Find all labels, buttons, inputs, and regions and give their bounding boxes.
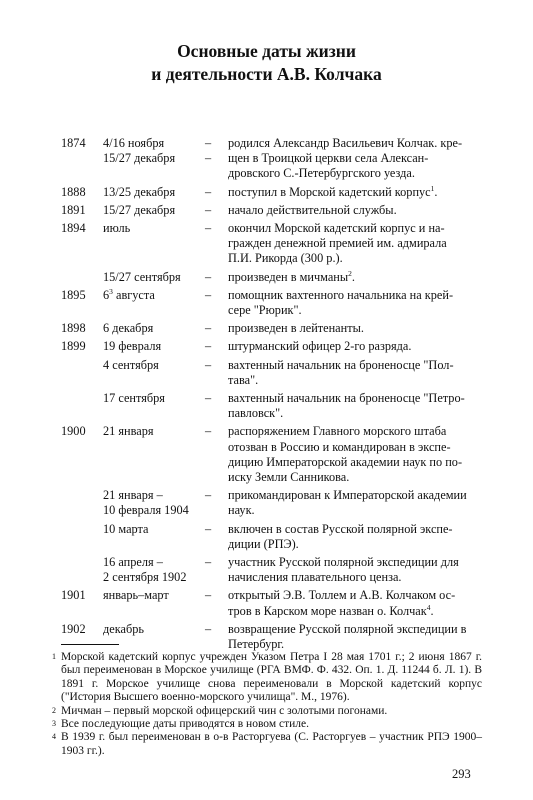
entry-description-text: дицию Императорской академии наук по по- xyxy=(228,454,463,469)
entry-date-text: 6 xyxy=(103,287,110,302)
entry-year xyxy=(61,455,103,470)
entry-description xyxy=(228,522,481,537)
footnote-text: Морской кадетский корпус учрежден Указом Петра I 28 мая 1701 г.; 2 июня 1867 г. был переименован в Морское училище (РГА ВМФ. Ф. 432. Оп. 1. Д. 11244 б. Л. 1). В 1891 г. Морское училище снова переименовали в Морской кадетский корпус ("История Высшего военно-морского училища". М., 1976). xyxy=(61,651,482,704)
entry-description-tail: . xyxy=(434,184,438,199)
entry-description-text: начало действительной службы. xyxy=(228,202,397,217)
page-title xyxy=(0,40,533,86)
entry-date-text: 4 сентября xyxy=(103,357,159,372)
entry-description-text: гражден денежной премией им. адмирала xyxy=(228,236,447,251)
entry-description-text: открытый Э.В. Толлем и А.В. Колчаком ос- xyxy=(228,588,456,603)
entry-date xyxy=(103,236,205,251)
entry-dash xyxy=(205,236,228,251)
entry-year: 1901 xyxy=(61,588,86,603)
entry-year xyxy=(61,270,103,285)
entry-date xyxy=(103,136,205,151)
entry-year xyxy=(61,555,103,570)
timeline-entry xyxy=(61,339,481,354)
entry-description-text: произведен в мичманы xyxy=(228,269,349,284)
entry-description-text: возвращение Русской полярной экспедиции в xyxy=(228,621,467,636)
entry-date-text: 15/27 декабря xyxy=(103,202,176,217)
entry-description-text: родился Александр Васильевич Колчак. кре- xyxy=(228,136,463,150)
timeline-entry xyxy=(61,373,481,388)
entry-date xyxy=(103,470,205,485)
entry-description xyxy=(228,440,481,455)
entry-date xyxy=(103,604,205,619)
entry-description xyxy=(228,236,481,251)
entry-description-text: П.И. Рикорда (300 р.). xyxy=(228,251,343,266)
entry-date xyxy=(103,391,205,406)
date-superscript: 3 xyxy=(109,286,113,296)
entry-date xyxy=(103,570,205,585)
entry-date xyxy=(103,424,205,439)
entry-dash: – xyxy=(205,424,212,439)
timeline-entry xyxy=(61,203,481,218)
entry-date xyxy=(103,440,205,455)
timeline-entry xyxy=(61,588,481,603)
footnote-number: 1 xyxy=(52,652,56,661)
entry-description-text: поступил в Морской кадетский корпус xyxy=(228,184,431,199)
timeline-entry xyxy=(61,236,481,251)
footnote xyxy=(52,705,482,718)
entry-year: 1895 xyxy=(61,287,86,302)
entry-year xyxy=(61,251,103,266)
timeline-entry xyxy=(61,321,481,336)
entry-description xyxy=(228,406,481,421)
timeline-entry xyxy=(61,166,481,181)
entry-description-text: распоряжением Главного морского штаба xyxy=(228,424,447,439)
timeline-entry xyxy=(61,406,481,421)
entry-dash xyxy=(205,503,228,518)
entry-dash xyxy=(205,470,228,485)
entry-date xyxy=(103,537,205,552)
entry-dash xyxy=(205,166,228,181)
entry-year: 1888 xyxy=(61,184,86,199)
timeline-entry xyxy=(61,136,481,151)
entry-date xyxy=(103,503,205,518)
timeline-entry xyxy=(61,604,481,619)
timeline-entry xyxy=(61,358,481,373)
entry-description xyxy=(228,221,481,236)
entry-description xyxy=(228,391,481,406)
footnote xyxy=(52,718,482,731)
entry-date-text: 6 декабря xyxy=(103,321,154,336)
entry-description xyxy=(228,622,481,637)
timeline-entry xyxy=(61,288,481,303)
entry-description xyxy=(228,288,481,303)
entry-description-text: Петербург. xyxy=(228,637,285,652)
entry-description xyxy=(228,424,481,439)
footnote-reference: 2 xyxy=(348,268,352,278)
entry-dash: – xyxy=(205,269,212,284)
entry-description xyxy=(228,604,481,619)
entry-year: 1894 xyxy=(61,221,86,236)
footnote-number: 3 xyxy=(52,719,56,729)
title-line-2: и деятельности А.В. Колчака xyxy=(151,64,382,84)
entry-date xyxy=(103,166,205,181)
entry-date-tail: августа xyxy=(112,287,155,302)
footnotes xyxy=(52,651,482,758)
timeline-entry xyxy=(61,555,481,570)
footnote xyxy=(52,651,482,705)
entry-description xyxy=(228,373,481,388)
entry-dash xyxy=(205,604,228,619)
entry-date xyxy=(103,488,205,503)
entry-date xyxy=(103,321,205,336)
timeline-entry xyxy=(61,503,481,518)
entry-date-text: 21 января – xyxy=(103,488,163,503)
timeline-entry xyxy=(61,537,481,552)
timeline-entry xyxy=(61,440,481,455)
entry-description xyxy=(228,588,481,603)
entry-year: 1891 xyxy=(61,202,86,217)
entry-description xyxy=(228,251,481,266)
entry-description xyxy=(228,339,481,354)
entry-date xyxy=(103,358,205,373)
entry-date xyxy=(103,288,205,303)
entry-date-text: 15/27 декабря xyxy=(103,151,176,166)
entry-description-text: прикомандирован к Императорской академии xyxy=(228,488,467,503)
entry-year xyxy=(61,166,103,181)
entry-description-text: павловск". xyxy=(228,406,284,421)
entry-year xyxy=(61,151,103,166)
entry-description-text: участник Русской полярной экспедиции для xyxy=(228,555,459,570)
footnote-reference: 1 xyxy=(430,183,435,193)
entry-date xyxy=(103,185,205,200)
entry-description-tail: . xyxy=(430,603,434,618)
entry-description-text: штурманский офицер 2-го разряда. xyxy=(228,339,412,354)
entry-date xyxy=(103,622,205,637)
entry-dash xyxy=(205,406,228,421)
entry-description-text: дровского С.-Петербургского уезда. xyxy=(228,166,415,181)
entry-description-text: тава". xyxy=(228,372,259,387)
footnote-separator xyxy=(61,644,119,645)
entry-year xyxy=(61,358,103,373)
entry-date xyxy=(103,339,205,354)
footnote-text: Все последующие даты приводятся в новом стиле. xyxy=(61,718,309,731)
entry-dash xyxy=(205,570,228,585)
entry-description xyxy=(228,185,481,200)
entry-date xyxy=(103,406,205,421)
entry-dash: – xyxy=(205,184,212,199)
entry-description-text: отозван в Россию и командирован в экспе- xyxy=(228,439,451,454)
timeline-entry xyxy=(61,470,481,485)
entry-description-text: помощник вахтенного начальника на крей- xyxy=(228,287,454,302)
entry-date-text: январь–март xyxy=(103,588,169,603)
entry-year: 1899 xyxy=(61,339,86,354)
entry-dash: – xyxy=(205,287,212,302)
timeline-entry xyxy=(61,424,481,439)
entry-date-text: 13/25 декабря xyxy=(103,184,176,199)
entry-description xyxy=(228,555,481,570)
entry-description xyxy=(228,537,481,552)
entry-description-text: сере "Рюрик". xyxy=(228,303,302,318)
entry-date-text: 10 марта xyxy=(103,521,149,536)
footnote-number: 4 xyxy=(52,732,56,742)
entry-dash: – xyxy=(205,555,212,570)
entry-year xyxy=(61,488,103,503)
entry-description xyxy=(228,488,481,503)
entry-year xyxy=(61,470,103,485)
entry-date-text: 2 сентября 1902 xyxy=(103,570,187,585)
entry-year xyxy=(61,522,103,537)
entry-description-text: щен в Троицкой церкви села Алексан- xyxy=(228,151,429,166)
entry-year xyxy=(61,373,103,388)
entry-description xyxy=(228,570,481,585)
footnote-text: Мичман – первый морской офицерский чин с золотыми погонами. xyxy=(61,704,388,717)
page-number: 293 xyxy=(452,767,471,781)
entry-year: 1900 xyxy=(61,424,86,439)
entry-date xyxy=(103,555,205,570)
entry-description xyxy=(228,470,481,485)
entry-description-text: вахтенный начальник на броненосце "Пол- xyxy=(228,357,454,372)
entry-date-text: 16 апреля – xyxy=(103,555,163,570)
entry-date xyxy=(103,455,205,470)
entry-year xyxy=(61,391,103,406)
entry-dash: – xyxy=(205,136,212,150)
footnote-number: 2 xyxy=(52,705,56,715)
title-line-1: Основные даты жизни xyxy=(177,41,356,61)
entry-date xyxy=(103,303,205,318)
entry-description-text: тров в Карском море назван о. Колчак xyxy=(228,603,427,618)
entry-description xyxy=(228,136,481,151)
entry-description xyxy=(228,203,481,218)
entry-description xyxy=(228,455,481,470)
entry-description-text: начисления плавательного ценза. xyxy=(228,570,402,585)
entry-date-text: июль xyxy=(103,221,131,236)
timeline-entry xyxy=(61,221,481,236)
entry-description xyxy=(228,358,481,373)
entry-description xyxy=(228,166,481,181)
entry-description-text: произведен в лейтенанты. xyxy=(228,321,364,336)
timeline-entry xyxy=(61,488,481,503)
entry-dash: – xyxy=(205,321,212,336)
entry-dash xyxy=(205,303,228,318)
entry-year xyxy=(61,303,103,318)
timeline-entry xyxy=(61,522,481,537)
entry-dash xyxy=(205,455,228,470)
entry-description xyxy=(228,270,481,285)
entry-description xyxy=(228,503,481,518)
chronology-table xyxy=(61,136,481,652)
entry-description-text: включен в состав Русской полярной экспе- xyxy=(228,521,453,536)
entry-date xyxy=(103,151,205,166)
entry-dash: – xyxy=(205,391,212,406)
entry-date xyxy=(103,203,205,218)
entry-description xyxy=(228,321,481,336)
timeline-entry xyxy=(61,391,481,406)
entry-date-text: 10 февраля 1904 xyxy=(103,503,189,518)
entry-dash: – xyxy=(205,357,212,372)
entry-dash: – xyxy=(205,221,212,236)
timeline-entry xyxy=(61,270,481,285)
entry-year: 1902 xyxy=(61,621,86,636)
footnote-text: В 1939 г. был переименован в о-в Расторгуева (С. Расторгуев – участник РПЭ 1900–1903 гг.). xyxy=(61,731,482,757)
timeline-entry xyxy=(61,151,481,166)
entry-date xyxy=(103,270,205,285)
timeline-entry xyxy=(61,251,481,266)
entry-description xyxy=(228,151,481,166)
entry-year xyxy=(61,503,103,518)
entry-date-text: 15/27 сентября xyxy=(103,269,181,284)
entry-dash xyxy=(205,537,228,552)
entry-year xyxy=(61,570,103,585)
entry-dash: – xyxy=(205,588,212,603)
entry-date xyxy=(103,221,205,236)
entry-year xyxy=(61,604,103,619)
timeline-entry xyxy=(61,622,481,637)
timeline-entry xyxy=(61,303,481,318)
entry-year xyxy=(61,537,103,552)
entry-date xyxy=(103,251,205,266)
entry-date-text: 4/16 ноября xyxy=(103,136,165,150)
entry-date-text: декабрь xyxy=(103,621,144,636)
entry-description xyxy=(228,303,481,318)
entry-dash: – xyxy=(205,202,212,217)
entry-description-text: иску Земли Санникова. xyxy=(228,470,350,485)
entry-date-text: 19 февраля xyxy=(103,339,162,354)
entry-description-text: диции (РПЭ). xyxy=(228,536,299,551)
entry-date xyxy=(103,373,205,388)
timeline-entry xyxy=(61,185,481,200)
entry-dash: – xyxy=(205,488,212,503)
footnote-reference: 4 xyxy=(426,602,431,612)
timeline-entry xyxy=(61,455,481,470)
entry-dash: – xyxy=(205,151,212,166)
timeline-entry xyxy=(61,570,481,585)
entry-dash: – xyxy=(205,621,212,636)
entry-year: 1874 xyxy=(61,136,86,150)
entry-dash xyxy=(205,440,228,455)
entry-description-text: вахтенный начальник на броненосце "Петро- xyxy=(228,391,465,406)
entry-dash xyxy=(205,251,228,266)
entry-description-tail: . xyxy=(351,269,355,284)
entry-date xyxy=(103,588,205,603)
entry-dash: – xyxy=(205,339,212,354)
entry-dash xyxy=(205,373,228,388)
entry-dash: – xyxy=(205,521,212,536)
entry-date xyxy=(103,522,205,537)
entry-date-text: 21 января xyxy=(103,424,154,439)
entry-year xyxy=(61,236,103,251)
footnote xyxy=(52,731,482,758)
entry-date-text: 17 сентября xyxy=(103,391,165,406)
entry-description-text: наук. xyxy=(228,503,255,518)
entry-description-text: окончил Морской кадетский корпус и на- xyxy=(228,221,445,236)
entry-year xyxy=(61,440,103,455)
entry-year xyxy=(61,406,103,421)
entry-year: 1898 xyxy=(61,321,86,336)
